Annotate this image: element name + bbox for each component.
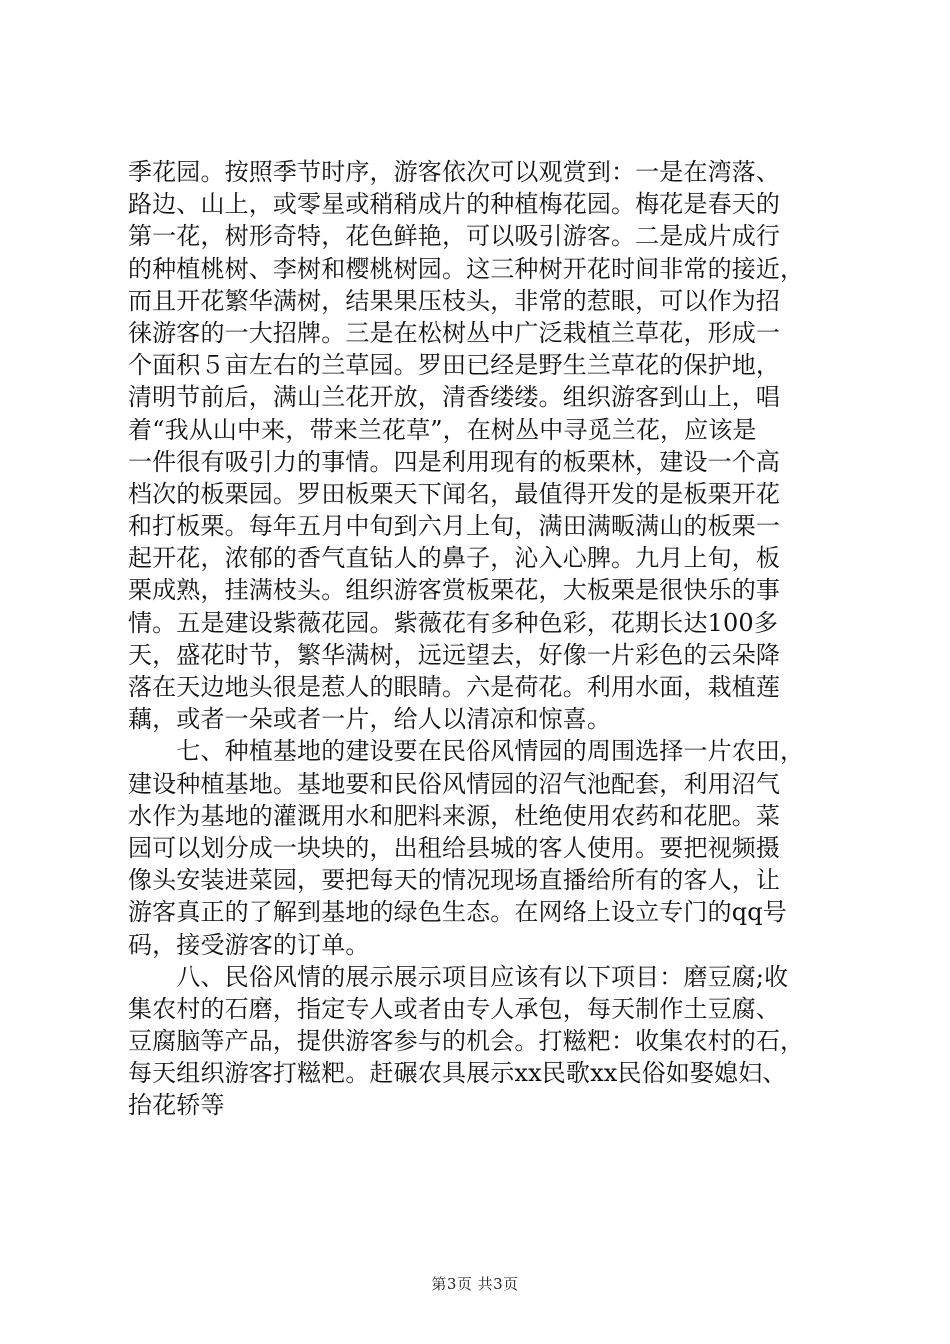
text-line: 徕游客的一大招牌。三是在松树丛中广泛栽植兰草花，形成一 — [128, 318, 781, 347]
text-line: 落在天边地头很是惹人的眼睛。六是荷花。利用水面，栽植莲 — [128, 673, 781, 701]
page-footer: 第3页 共3页 — [431, 1275, 519, 1293]
text-line: 情。五是建设紫薇花园。紫薇花有多种色彩，花期长达100多 — [128, 608, 779, 637]
text-line: 而且开花繁华满树，结果果压枝头，非常的惹眼，可以作为招 — [128, 286, 781, 315]
text-line: 码，接受游客的订单。 — [128, 930, 370, 959]
text-line: 七、种植基地的建设要在民俗风情园的周围选择一片农田， — [128, 737, 805, 766]
text-line: 水作为基地的灌溉用水和肥料来源，杜绝使用农药和花肥。菜 — [128, 801, 781, 830]
text-line: 着“我从山中来，带来兰花草”，在树丛中寻觅兰花，应该是 — [128, 415, 757, 444]
text-line: 豆腐脑等产品，提供游客参与的机会。打糍粑：收集农村的石， — [128, 1027, 805, 1056]
text-line: 第一花，树形奇特，花色鲜艳，可以吸引游客。二是成片成行 — [128, 222, 781, 251]
text-line: 抬花轿等 — [128, 1091, 225, 1120]
text-line: 档次的板栗园。罗田板栗天下闻名，最值得开发的是板栗开花 — [128, 479, 781, 508]
text-line: 路边、山上，或零星或稍稍成片的种植梅花园。梅花是春天的 — [128, 190, 781, 219]
text-line: 建设种植基地。基地要和民俗风情园的沼气池配套，利用沼气 — [128, 769, 781, 798]
text-line: 和打板栗。每年五月中旬到六月上旬，满田满畈满山的板栗一 — [128, 512, 781, 541]
text-line: 八、民俗风情的展示展示项目应该有以下项目：磨豆腐;收 — [128, 962, 789, 991]
text-line: 像头安装进菜园，要把每天的情况现场直播给所有的客人，让 — [128, 866, 781, 895]
text-line: 集农村的石磨，指定专人或者由专人承包，每天制作土豆腐、 — [128, 994, 781, 1023]
text-line: 起开花，浓郁的香气直钻人的鼻子，沁入心脾。九月上旬，板 — [128, 544, 781, 573]
text-line: 天，盛花时节，繁华满树，远远望去，好像一片彩色的云朵降 — [128, 640, 781, 669]
text-line: 每天组织游客打糍粑。赶碾农具展示xx民歌xx民俗如娶媳妇、 — [128, 1059, 787, 1088]
text-line: 游客真正的了解到基地的绿色生态。在网络上设立专门的qq号 — [128, 898, 787, 927]
text-line: 的种植桃树、李树和樱桃树园。这三种树开花时间非常的接近， — [128, 254, 805, 283]
text-line: 藕，或者一朵或者一片，给人以清凉和惊喜。 — [128, 705, 611, 734]
text-line: 园可以划分成一块块的，出租给县城的客人使用。要把视频摄 — [128, 833, 781, 862]
text-line: 一件很有吸引力的事情。四是利用现有的板栗林，建设一个高 — [128, 447, 781, 476]
text-line: 清明节前后，满山兰花开放，清香缕缕。组织游客到山上，唱 — [128, 383, 781, 412]
text-line: 个面积５亩左右的兰草园。罗田已经是野生兰草花的保护地， — [128, 351, 781, 380]
text-line: 季花园。按照季节时序，游客依次可以观赏到：一是在湾落、 — [128, 158, 781, 186]
document-body — [128, 156, 828, 1122]
text-line: 栗成熟，挂满枝头。组织游客赏板栗花，大板栗是很快乐的事 — [128, 576, 781, 605]
